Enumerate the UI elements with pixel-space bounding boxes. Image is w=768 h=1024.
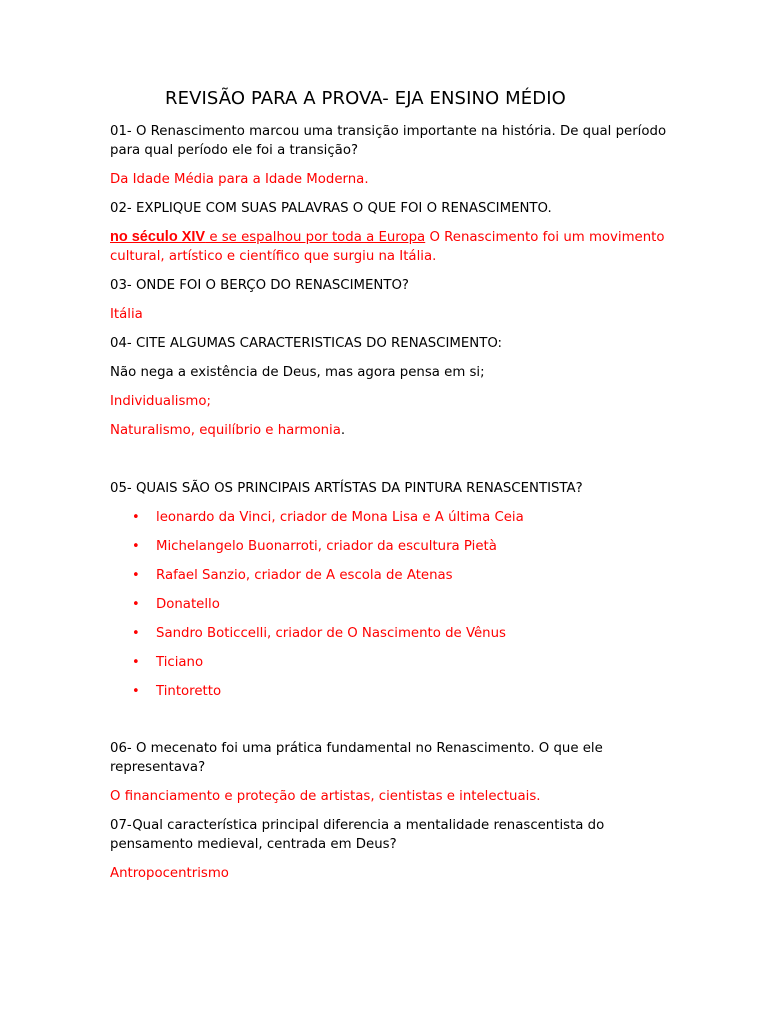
answer-2-europe: e se espalhou por toda a Europa bbox=[205, 230, 426, 245]
artist-name: leonardo da Vinci, criador de Mona Lisa e A última Ceia bbox=[156, 510, 524, 525]
bullet-icon: • bbox=[132, 684, 140, 699]
artist-name: Rafael Sanzio, criador de A escola de Atenas bbox=[156, 568, 453, 583]
artists-list bbox=[110, 508, 670, 711]
answer-4-line-3-text: Naturalismo, equilíbrio e harmonia bbox=[110, 423, 341, 438]
question-2: 02- EXPLIQUE COM SUAS PALAVRAS O QUE FOI O RENASCIMENTO. bbox=[110, 201, 552, 216]
answer-2 bbox=[110, 228, 670, 266]
answer-2-text: O Renascimento foi um movimento cultural, artístico e científico que surgiu na Itália. bbox=[110, 230, 665, 264]
list-item bbox=[110, 537, 670, 566]
answer-4-line-3 bbox=[110, 421, 670, 440]
answer-2-century: no século XIV bbox=[110, 229, 206, 245]
list-item bbox=[110, 508, 670, 537]
bullet-icon: • bbox=[132, 655, 140, 670]
artist-name: Sandro Boticcelli, criador de O Nascimento de Vênus bbox=[156, 626, 506, 641]
list-item bbox=[110, 566, 670, 595]
answer-1: Da Idade Média para a Idade Moderna. bbox=[110, 172, 369, 187]
answer-4-line-3-period: . bbox=[340, 423, 346, 438]
answer-6: O financiamento e proteção de artistas, cientistas e intelectuais. bbox=[110, 789, 541, 804]
question-5: 05- QUAIS SÃO OS PRINCIPAIS ARTÍSTAS DA PINTURA RENASCENTISTA? bbox=[110, 481, 583, 496]
list-item bbox=[110, 682, 670, 711]
question-1: 01- O Renascimento marcou uma transição importante na história. De qual período para qual período ele foi a transição? bbox=[110, 124, 667, 158]
document-title: REVISÃO PARA A PROVA- EJA ENSINO MÉDIO bbox=[165, 88, 566, 109]
artist-name: Donatello bbox=[156, 597, 220, 612]
artist-name: Michelangelo Buonarroti, criador da escultura Pietà bbox=[156, 539, 497, 554]
question-7: 07-Qual característica principal diferencia a mentalidade renascentista do pensamento medieval, centrada em Deus? bbox=[110, 818, 605, 852]
answer-3: Itália bbox=[110, 307, 143, 322]
bullet-icon: • bbox=[132, 626, 140, 641]
bullet-icon: • bbox=[132, 568, 140, 583]
answer-4-line-2: Individualismo; bbox=[110, 394, 211, 409]
list-item bbox=[110, 653, 670, 682]
bullet-icon: • bbox=[132, 539, 140, 554]
answer-4-line-1: Não nega a existência de Deus, mas agora pensa em si; bbox=[110, 365, 485, 380]
question-4: 04- CITE ALGUMAS CARACTERISTICAS DO RENASCIMENTO: bbox=[110, 336, 503, 351]
answer-7: Antropocentrismo bbox=[110, 866, 229, 881]
artist-name: Ticiano bbox=[156, 655, 204, 670]
question-6: 06- O mecenato foi uma prática fundamental no Renascimento. O que ele representava? bbox=[110, 741, 603, 775]
list-item bbox=[110, 595, 670, 624]
question-3: 03- ONDE FOI O BERÇO DO RENASCIMENTO? bbox=[110, 278, 409, 293]
list-item bbox=[110, 624, 670, 653]
bullet-icon: • bbox=[132, 597, 140, 612]
bullet-icon: • bbox=[132, 510, 140, 525]
artist-name: Tintoretto bbox=[156, 684, 222, 699]
